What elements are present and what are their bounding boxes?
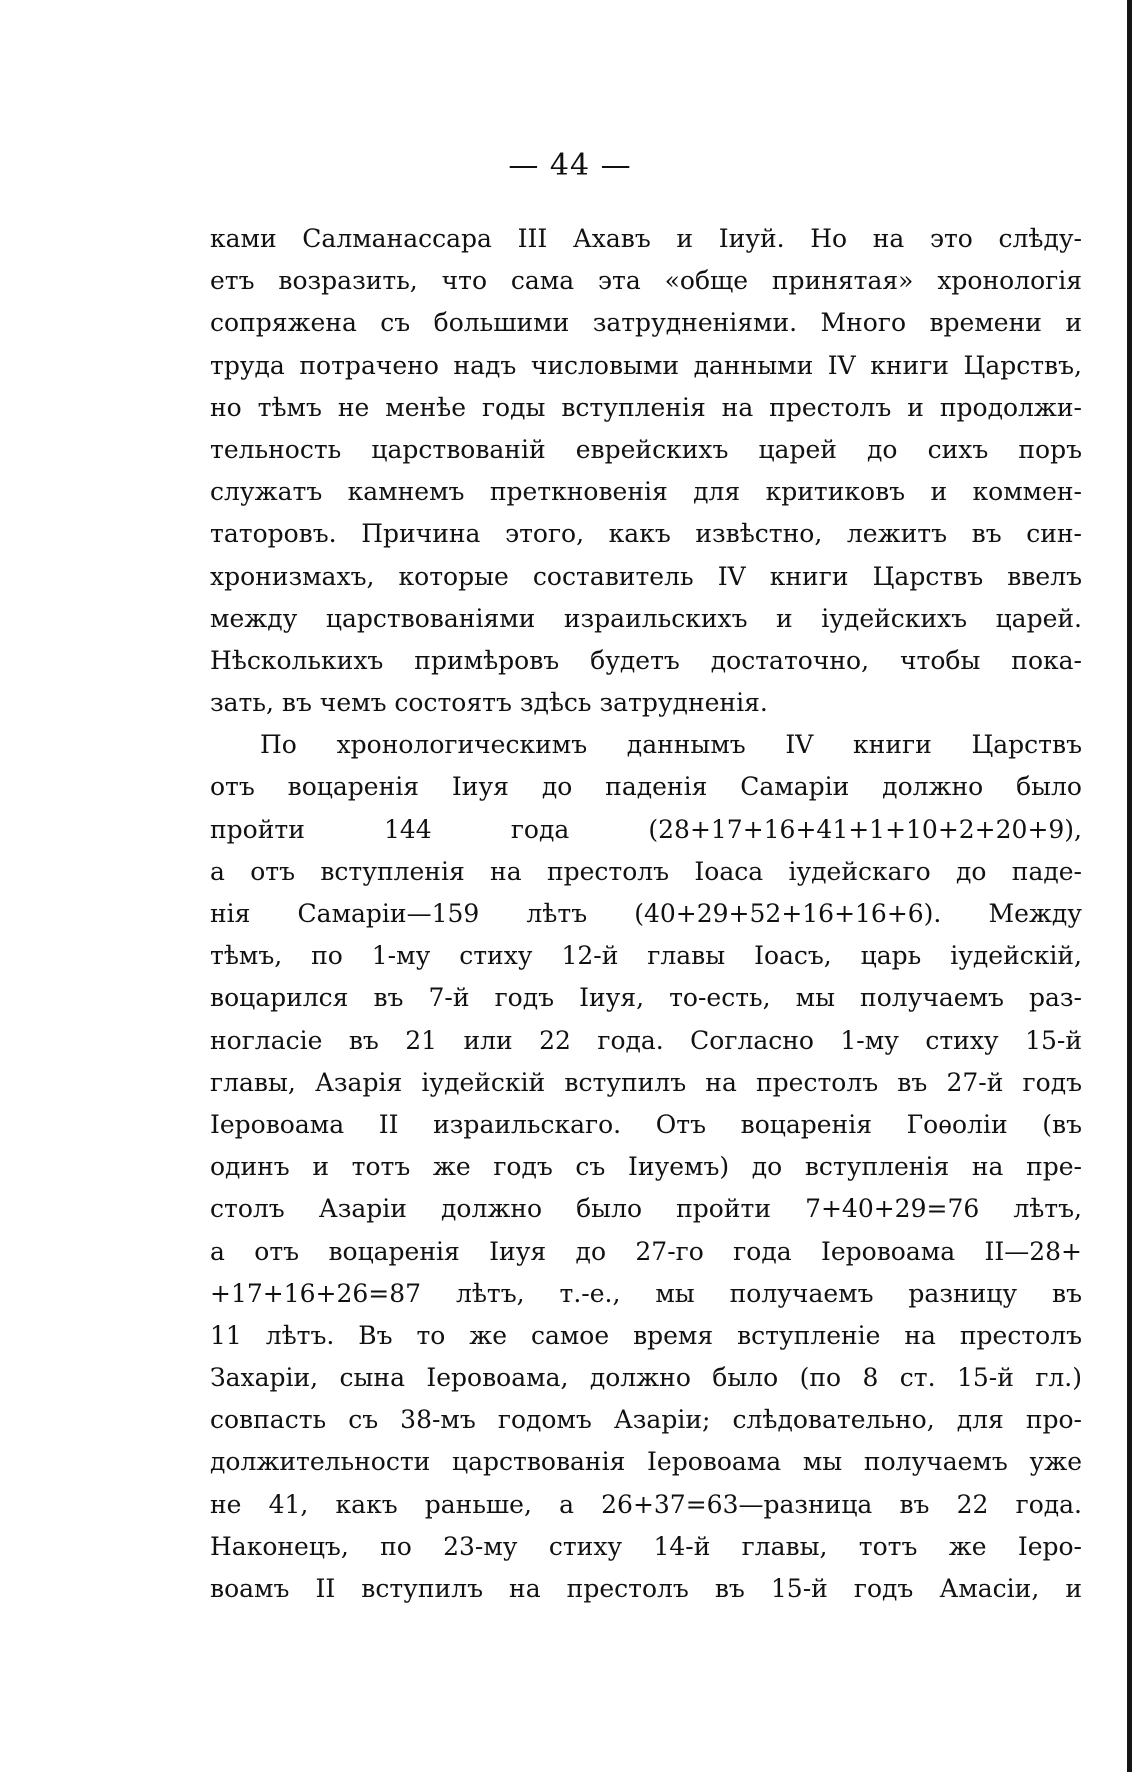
text-line: отъ воцаренія Іиуя до паденія Самаріи должно было xyxy=(210,772,1082,802)
text-line: Нѣсколькихъ примѣровъ будетъ достаточно, чтобы пока- xyxy=(210,645,1082,675)
text-line: воцарился въ 7-й годъ Іиуя, то-есть, мы получаемъ раз- xyxy=(210,983,1082,1013)
text-line: столъ Азаріи должно было пройти 7+40+29=76 лѣтъ, xyxy=(210,1194,1082,1224)
text-line: главы, Азарія іудейскій вступилъ на престолъ въ 27-й годъ xyxy=(210,1067,1082,1097)
text-line: Наконецъ, по 23-му стиху 14-й главы, тотъ же Іеро- xyxy=(210,1531,1082,1561)
text-line: таторовъ. Причина этого, какъ извѣстно, лежитъ въ син- xyxy=(210,519,1082,549)
text-line: но тѣмъ не менѣе годы вступленія на престолъ и продолжи- xyxy=(210,392,1082,422)
text-line: зать, въ чемъ состоятъ здѣсь затрудненія. xyxy=(210,688,768,718)
text-line: сопряжена съ большими затрудненіями. Много времени и xyxy=(210,308,1082,338)
body-text xyxy=(210,218,1082,1610)
text-line: труда потрачено надъ числовыми данными IV книги Царствъ, xyxy=(210,350,1082,380)
text-line: совпасть съ 38-мъ годомъ Азаріи; слѣдовательно, для про- xyxy=(210,1405,1082,1435)
page-edge-rule xyxy=(1127,0,1132,1772)
page-number: — 44 — xyxy=(508,148,632,183)
text-line: пройти 144 года (28+17+16+41+1+10+2+20+9), xyxy=(210,814,1082,844)
text-line: Захаріи, сына Іеровоама, должно было (по 8 ст. 15-й гл.) xyxy=(210,1363,1082,1393)
text-line: тельность царствованій еврейскихъ царей до сихъ поръ xyxy=(210,434,1082,464)
text-line: должительности царствованія Іеровоама мы получаемъ уже xyxy=(210,1447,1082,1477)
paragraph-2 xyxy=(210,724,1082,1610)
text-line: нія Самаріи—159 лѣтъ (40+29+52+16+16+6). Между xyxy=(210,899,1082,928)
text-line: етъ возразить, что сама эта «обще принятая» хронологія xyxy=(210,266,1082,296)
text-line: 11 лѣтъ. Въ то же самое время вступленіе на престолъ xyxy=(210,1320,1082,1350)
text-line: а отъ вступленія на престолъ Іоаса іудейскаго до паде- xyxy=(210,856,1082,886)
text-line: не 41, какъ раньше, а 26+37=63—разница въ 22 года. xyxy=(210,1489,1082,1519)
text-line: служатъ камнемъ преткновенія для критиковъ и коммен- xyxy=(210,477,1082,507)
text-line: а отъ воцаренія Іиуя до 27-го года Іеровоама II—28+ xyxy=(210,1236,1082,1266)
text-line: ногласіе въ 21 или 22 года. Согласно 1-му стиху 15-й xyxy=(210,1025,1082,1055)
text-line: Іеровоама II израильскаго. Отъ воцаренія Гоѳоліи (въ xyxy=(210,1109,1082,1139)
text-line: По хронологическимъ даннымъ IV книги Царствъ xyxy=(260,730,1082,760)
text-line: воамъ II вступилъ на престолъ въ 15-й годъ Амасіи, и xyxy=(210,1574,1082,1603)
text-line: +17+16+26=87 лѣтъ, т.-е., мы получаемъ разницу въ xyxy=(210,1278,1082,1308)
text-line: между царствованіями израильскихъ и іудейскихъ царей. xyxy=(210,603,1082,633)
text-line: хронизмахъ, которые составитель IV книги Царствъ ввелъ xyxy=(210,561,1082,591)
text-line: тѣмъ, по 1-му стиху 12-й главы Іоасъ, царь іудейскій, xyxy=(210,941,1082,971)
text-line: ками Салманассара III Ахавъ и Іиуй. Но на это слѣду- xyxy=(210,224,1082,253)
paragraph-1 xyxy=(210,218,1082,724)
text-line: одинъ и тотъ же годъ съ Іиуемъ) до вступленія на пре- xyxy=(210,1152,1082,1182)
